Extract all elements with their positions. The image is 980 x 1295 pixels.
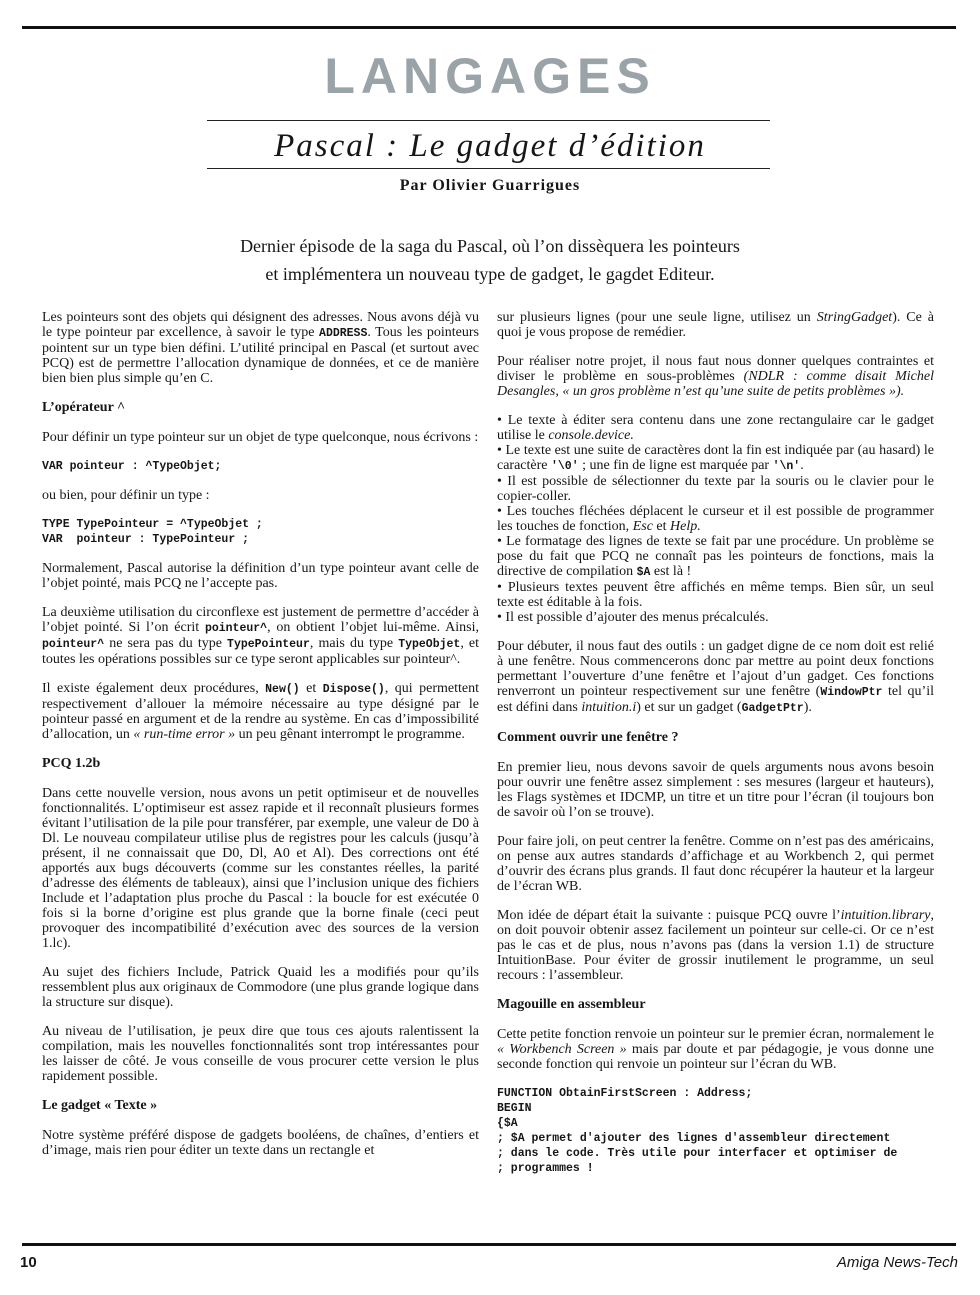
paragraph: Normalement, Pascal autorise la définition d’un type pointeur avant celle de l’objet pointé, mais PCQ ne l’accepte pas.	[42, 561, 479, 591]
magazine-name: Amiga News-Tech	[836, 1254, 958, 1271]
list-item: • Le texte à éditer sera contenu dans une zone rectangulaire car le gadget utilise le console.device.	[497, 413, 934, 443]
list-item: • Le formatage des lignes de texte se fait par une procédure. Un problème se pose du fait que PCQ ne connaît pas les pointeurs de fonctions, mais la directive de compilation $A est là !	[497, 534, 934, 579]
paragraph: Dans cette nouvelle version, nous avons un petit optimiseur et de nouvelles fonctionnalités. L’optimiseur est assez rapide et il reconnaît plusieurs formes évitant l’utilisation de la pile pour transférer, par exemple, une valeur de D0 à Dl. Le nouveau compilateur utilise plus de registres pour les calculs (jusqu’à présent, il ne connaissait que D0, Dl, A0 et Al). Des corrections ont été apportés aux bugs découverts (comme sur les constantes réelles, la parité d’adresse des éléments de tableaux), ainsi que l’inclusion unique des fichiers Include et l’adaptation plus proche du Pascal : la boucle for est exécutée 0 fois si la borne d’origine est plus grande que la borne finale (ceci peut provoquer des incompatibilité d’exécution avec des sources de la version 1.lc).	[42, 786, 479, 951]
right-column	[497, 310, 934, 1190]
list-item: • Il est possible de sélectionner du texte par la souris ou le clavier pour le copier-coller.	[497, 474, 934, 504]
standfirst-line-1: Dernier épisode de la saga du Pascal, où l’on dissèquera les pointeurs	[240, 236, 740, 256]
paragraph: Il existe également deux procédures, New() et Dispose(), qui permettent respectivement d’allouer la mémoire nécessaire au type désigné par le pointeur passé en argument et de la rendre au système. En cas d’impossibilité d’allocation, un « run-time error » un peu gênant interrompt le programme.	[42, 681, 479, 742]
list-item: • Plusieurs textes peuvent être affichés en même temps. Bien sûr, un seul texte est éditable à la fois.	[497, 580, 934, 610]
list-item: • Il est possible d’ajouter des menus précalculés.	[497, 610, 769, 625]
subheading-pcq: PCQ 1.2b	[42, 756, 101, 771]
paragraph: Au sujet des fichiers Include, Patrick Quaid les a modifiés pour qu’ils ressemblent plus aux originaux de Commodore (une plus grande logique dans la structure sur disque).	[42, 965, 479, 1010]
paragraph: Pour faire joli, on peut centrer la fenêtre. Comme on n’est pas des américains, on pense aux autres standards d’affichage et au Workbench 2, qui permet d’ouvrir des écrans plus grands. Il faut donc récupérer la hauteur et la largeur de l’écran WB.	[497, 834, 934, 894]
paragraph: En premier lieu, nous devons savoir de quels arguments nous avons besoin pour ouvrir une fenêtre assez simplement : ses mesures (largeur et hauteurs), les Flags systèmes et IDCMP, un titre et un titre pour l’écran (il toujours bon de savoir où l’on se trouve).	[497, 760, 934, 820]
bottom-rule	[22, 1243, 956, 1246]
paragraph: Notre système préféré dispose de gadgets booléens, de chaînes, d’entiers et d’image, mais rien pour éditer un texte dans un rectangle et	[42, 1128, 479, 1158]
standfirst	[150, 232, 830, 288]
constraints-list	[497, 413, 934, 625]
subheading-ouvrir-fenetre: Comment ouvrir une fenêtre ?	[497, 730, 679, 745]
subheading-magouille: Magouille en assembleur	[497, 997, 646, 1012]
list-item: • Les touches fléchées déplacent le curseur et il est possible de programmer les touches de fonction, Esc et Help.	[497, 504, 934, 534]
subheading-operateur: L’opérateur ^	[42, 400, 126, 415]
section-title: LANGAGES	[324, 48, 656, 104]
article-title: Pascal : Le gadget d’édition	[274, 128, 706, 164]
paragraph: Pour définir un type pointeur sur un objet de type quelconque, nous écrivons :	[42, 430, 479, 445]
left-column	[42, 310, 479, 1172]
paragraph: Les pointeurs sont des objets qui désignent des adresses. Nous avons déjà vu le type pointeur par excellence, à savoir le type ADDRESS. Tous les pointeurs pointent sur un type bien défini. L’utilité principal en Pascal (et surtout avec PCQ) est de permettre l’allocation dynamique de données, et ce de manière bien bien plus simple qu’en C.	[42, 310, 479, 386]
subheading-gadget-texte: Le gadget « Texte »	[42, 1098, 158, 1113]
top-rule	[22, 26, 956, 29]
byline: Par Olivier Guarrigues	[399, 177, 581, 194]
page-number: 10	[20, 1254, 37, 1271]
paragraph: ou bien, pour définir un type :	[42, 488, 210, 503]
paragraph: Cette petite fonction renvoie un pointeur sur le premier écran, normalement le « Workbench Screen » mais par doute et par pédagogie, je vous donne une seconde fonction qui renvoie un pointeur sur l’écran du WB.	[497, 1027, 934, 1072]
paragraph: Pour débuter, il nous faut des outils : un gadget digne de ce nom doit est relié à une fenêtre. Nous commencerons donc par mettre au point deux fonctions permettant l’ouverture d’une fenêtre et l’ajout d’un gadget. Ces fonctions renverront un pointeur respectivement sur une fenêtre (WindowPtr tel qu’il est défini dans intuition.i) et sur un gadget (GadgetPtr).	[497, 639, 934, 715]
paragraph: Mon idée de départ était la suivante : puisque PCQ ouvre l’intuition.library, on doit pouvoir obtenir assez facilement un pointeur sur celle-ci. Or ce n’est pas le cas et de plus, nous n’avons pas (dans la version 1.1) de structure IntuitionBase. Pour éviter de grossir inutilement le programme, un seul recours : l’assembleur.	[497, 908, 934, 983]
paragraph: sur plusieurs lignes (pour une seule ligne, utilisez un StringGadget). Ce à quoi je vous propose de remédier.	[497, 310, 934, 340]
title-rule-top	[207, 120, 770, 121]
code-block: TYPE TypePointeur = ^TypeObjet ; VAR pointeur : TypePointeur ;	[42, 518, 263, 546]
code-block: FUNCTION ObtainFirstScreen : Address; BEGIN {$A ; $A permet d'ajouter des lignes d'assembleur directement ; dans le code. Très utile pour interfacer et optimiser de ; programmes !	[497, 1087, 898, 1175]
list-item: • Le texte est une suite de caractères dont la fin est indiquée par (au hasard) le caractère '\0' ; une fin de ligne est marquée par '\n'.	[497, 443, 934, 473]
title-rule-bottom	[207, 168, 770, 169]
standfirst-line-2: et implémentera un nouveau type de gadget, le gagdet Editeur.	[265, 264, 715, 284]
paragraph: Pour réaliser notre projet, il nous faut nous donner quelques contraintes et diviser le problème en sous-problèmes (NDLR : comme disait Michel Desangles, « un gros problème n’est qu’une suite de petits problèmes »).	[497, 354, 934, 399]
code-block: VAR pointeur : ^TypeObjet;	[42, 460, 222, 473]
paragraph: Au niveau de l’utilisation, je peux dire que tous ces ajouts ralentissent la compilation, mais les nouvelles fonctionnalités sont trop intéressantes pour les laisser de côté. Je vous conseille de vous procurer cette version le plus rapidement possible.	[42, 1024, 479, 1084]
paragraph: La deuxième utilisation du circonflexe est justement de permettre d’accéder à l’objet pointé. Si l’on écrit pointeur^, on obtient l’objet lui-même. Ainsi, pointeur^ ne sera pas du type TypePointeur, mais du type TypeObjet, et toutes les opérations possibles sur ce type seront applicables sur pointeur^.	[42, 605, 479, 667]
